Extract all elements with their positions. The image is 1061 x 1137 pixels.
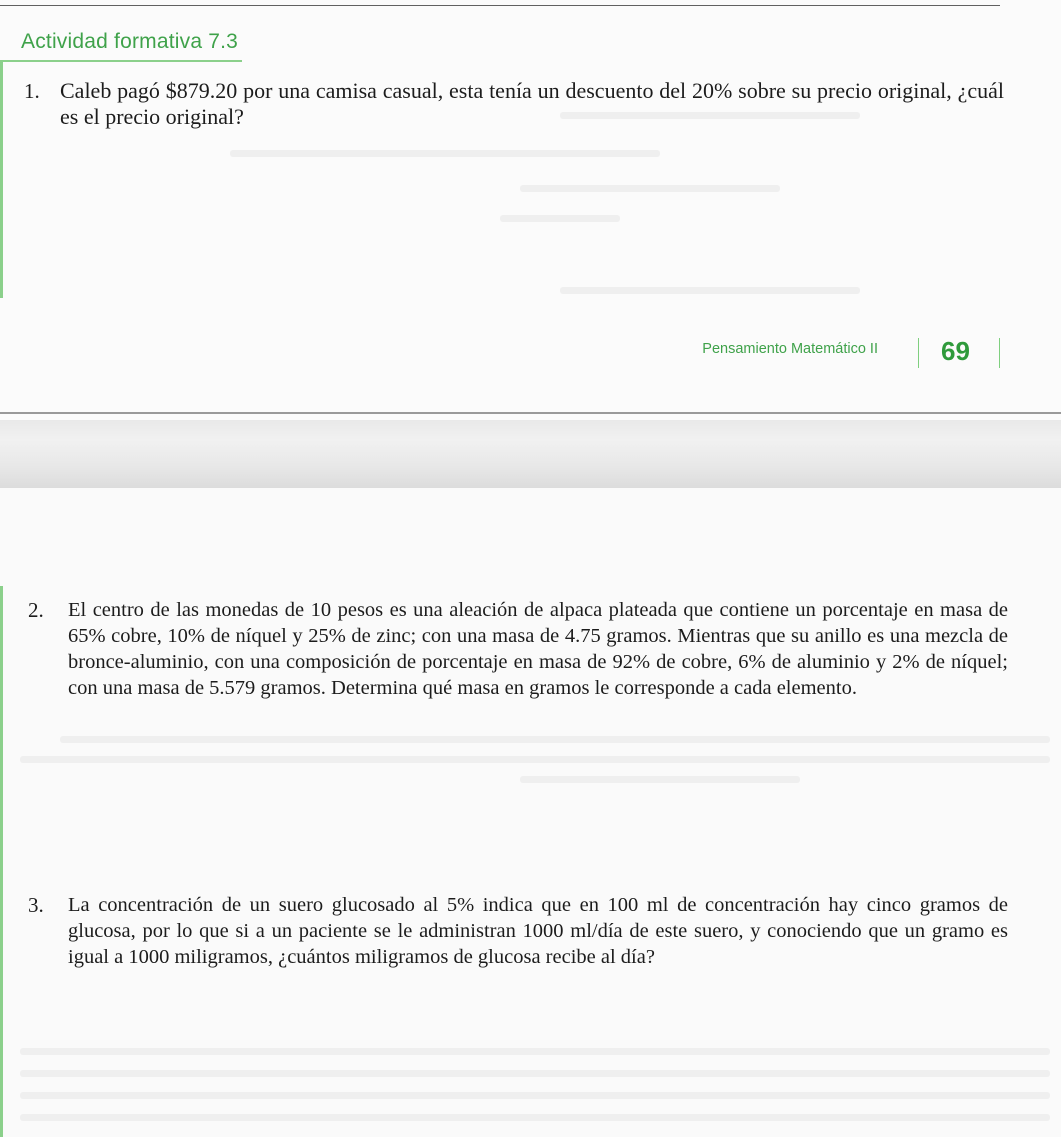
bleed-through xyxy=(60,736,1050,743)
bleed-through xyxy=(20,756,1050,763)
top-rule xyxy=(0,5,1000,6)
bleed-through xyxy=(520,185,780,192)
question-text: Caleb pagó $879.20 por una camisa casual, esta tenía un descuento del 20% sobre su precio original, ¿cuál es el precio original? xyxy=(60,78,1004,129)
bleed-through xyxy=(560,112,860,119)
question-number: 2. xyxy=(28,598,44,622)
page-bottom xyxy=(0,488,1061,1137)
section-title: Actividad formativa 7.3 xyxy=(21,30,239,53)
question-number: 3. xyxy=(28,893,44,917)
bleed-through xyxy=(20,1070,1050,1077)
page-footer xyxy=(650,338,1010,368)
page-gap xyxy=(0,420,1061,488)
bleed-through xyxy=(520,776,800,783)
bleed-through xyxy=(20,1114,1050,1121)
page-top xyxy=(0,0,1061,420)
page-bottom-edge xyxy=(0,412,1061,414)
book-title: Pensamiento Matemático II xyxy=(702,341,878,357)
bleed-through xyxy=(20,1048,1050,1055)
bleed-through xyxy=(230,150,660,157)
bleed-through xyxy=(20,1092,1050,1099)
green-margin-bar xyxy=(0,60,3,298)
question-number: 1. xyxy=(24,79,40,103)
green-margin-bar xyxy=(0,586,3,1137)
footer-divider xyxy=(918,338,919,368)
page-number: 69 xyxy=(941,336,970,366)
bleed-through xyxy=(560,287,860,294)
footer-divider xyxy=(999,338,1000,368)
bleed-through xyxy=(500,215,620,222)
question-text: El centro de las monedas de 10 pesos es una aleación de alpaca plateada que contiene un porcentaje en masa de 65% cobre, 10% de níquel y 25% de zinc; con una masa de 4.75 gramos. Mientras que su anillo es una mezcla de bronce-aluminio, con una composición de porcentaje en masa de 92% de cobre, 6% de aluminio y 2% de níquel; con una masa de 5.579 gramos. Determina qué masa en gramos le corresponde a cada elemento. xyxy=(68,599,1008,699)
title-underline xyxy=(0,60,242,62)
question-text: La concentración de un suero glucosado al 5% indica que en 100 ml de concentración hay cinco gramos de glucosa, por lo que si a un paciente se le administran 1000 ml/día de este suero, y conociendo que un gramo es igual a 1000 miligramos, ¿cuántos miligramos de glucosa recibe al día? xyxy=(68,894,1008,968)
